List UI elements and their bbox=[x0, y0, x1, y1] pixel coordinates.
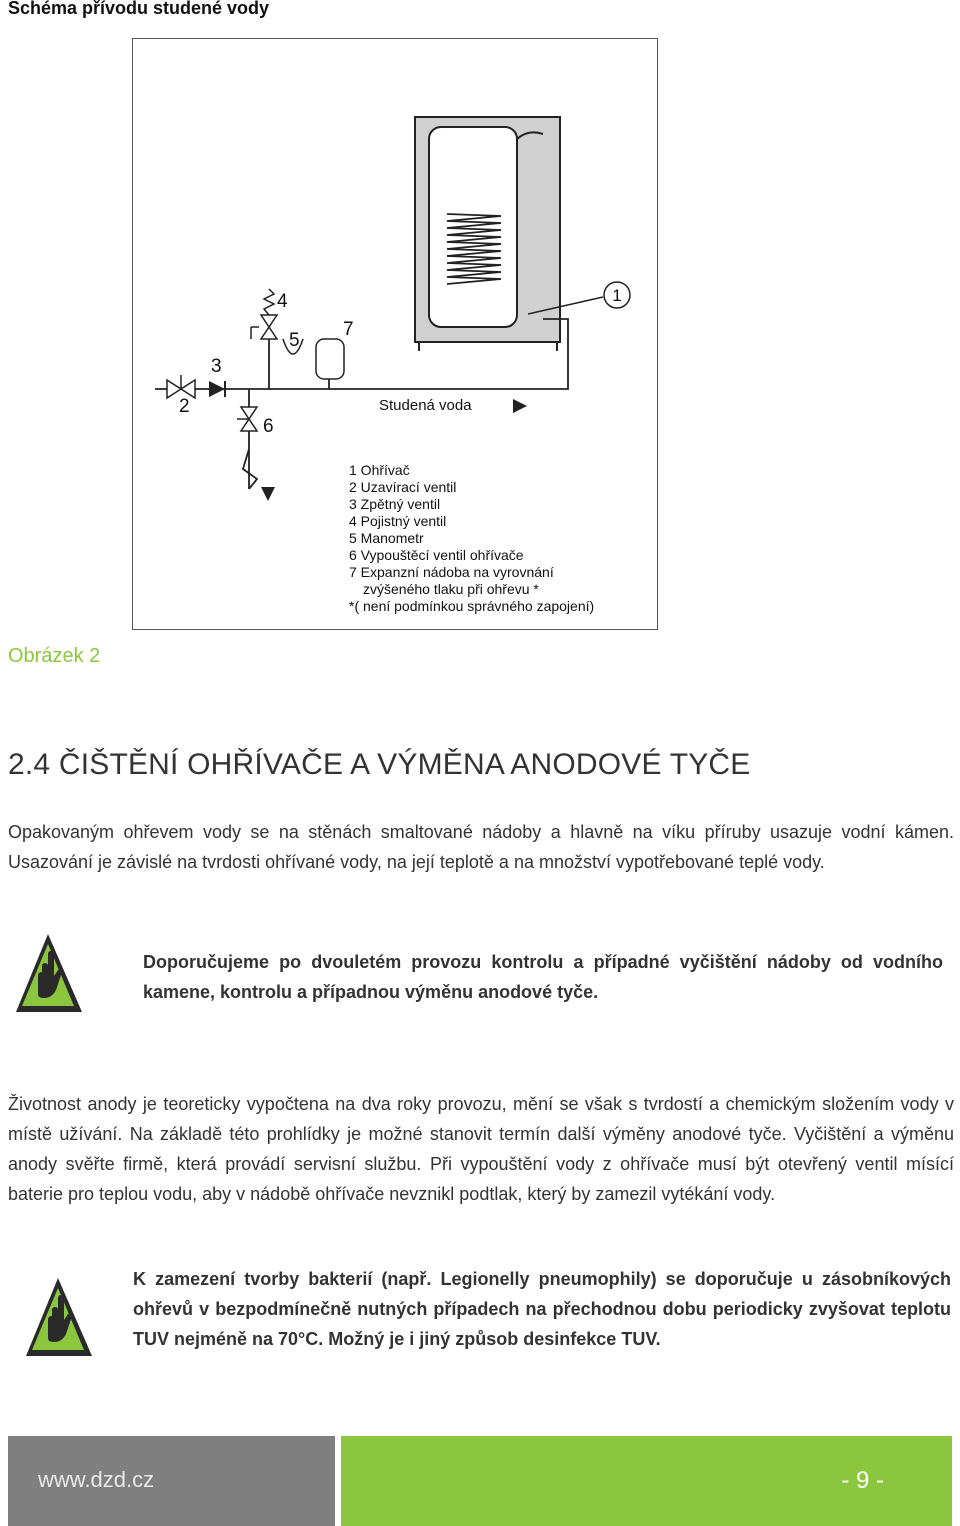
svg-text:5 Manometr: 5 Manometr bbox=[349, 530, 424, 546]
footer-right-panel bbox=[341, 1436, 952, 1526]
diagram-legend bbox=[349, 462, 594, 614]
svg-text:1 Ohřívač: 1 Ohřívač bbox=[349, 462, 410, 478]
check-valve bbox=[209, 381, 225, 397]
label-1: 1 bbox=[612, 286, 622, 305]
label-5: 5 bbox=[289, 330, 300, 351]
footer-left-panel bbox=[8, 1436, 335, 1526]
paragraph-2: Životnost anody je teoreticky vypočtena na dva roky provozu, mění se však s tvrdostí a chemickým složením vody v místě užívání. Na základě této prohlídky je možné stanovit termín další výměny anodové tyče. Vyčištění a výměnu anody svěřte firmě, která provádí servisní službu. Při vypouštění vody z ohřívače musí být otevřený ventil mísící baterie pro teplou vodu, aby v nádobě ohřívače nevznikl podtlak, který by zamezil vytékání vody. bbox=[8, 1094, 954, 1204]
shutoff-valve bbox=[167, 375, 195, 398]
section-title: Schéma přívodu studené vody bbox=[8, 0, 270, 18]
svg-text:3 Zpětný ventil: 3 Zpětný ventil bbox=[349, 496, 441, 512]
hand-warning-icon bbox=[12, 932, 84, 1016]
label-2: 2 bbox=[179, 396, 190, 417]
svg-text:*( není podmínkou správného za: *( není podmínkou správného zapojení) bbox=[349, 598, 595, 614]
label-6: 6 bbox=[263, 416, 274, 437]
footer-url[interactable]: www.dzd.cz bbox=[38, 1467, 155, 1492]
expansion-vessel bbox=[316, 339, 344, 379]
svg-text:6 Vypouštěcí ventil ohřívače: 6 Vypouštěcí ventil ohřívače bbox=[349, 547, 524, 563]
paragraph-1: Opakovaným ohřevem vody se na stěnách smaltované nádoby a hlavně na víku příruby usazuje vodní kámen. Usazování je závislé na tvrdosti ohřívané vody, na její teplotě a na množství vypotřebované teplé vody. bbox=[8, 822, 954, 872]
chapter-heading: 2.4 ČIŠTĚNÍ OHŘÍVAČE A VÝMĚNA ANODOVÉ TYČE bbox=[8, 748, 751, 781]
svg-text:4 Pojistný ventil: 4 Pojistný ventil bbox=[349, 513, 447, 529]
figure-caption: Obrázek 2 bbox=[8, 645, 101, 667]
diagram-svg bbox=[133, 39, 657, 629]
label-7: 7 bbox=[343, 319, 354, 340]
label-4: 4 bbox=[277, 291, 288, 312]
cold-water-label: Studená voda bbox=[379, 397, 472, 414]
heater-tank bbox=[415, 117, 560, 351]
cold-water-arrow bbox=[513, 399, 527, 413]
svg-text:7 Expanzní nádoba na vyrovnání: 7 Expanzní nádoba na vyrovnání bbox=[349, 564, 554, 580]
hand-warning-icon bbox=[22, 1276, 94, 1360]
svg-text:zvýšeného tlaku při ohřevu *: zvýšeného tlaku při ohřevu * bbox=[363, 581, 539, 597]
note-1: Doporučujeme po dvouletém provozu kontrolu a případné vyčištění nádoby od vodního kamene, kontrolu a případnou výměnu anodové tyče. bbox=[143, 952, 943, 1002]
label-3: 3 bbox=[211, 356, 222, 377]
drain-arrow bbox=[261, 487, 275, 501]
drain-valve bbox=[237, 407, 257, 431]
page-number: - 9 - bbox=[841, 1467, 884, 1494]
water-supply-diagram bbox=[132, 38, 658, 630]
note-2: K zamezení tvorby bakterií (např. Legionelly pneumophily) se doporučuje u zásobníkových ohřevů v bezpodmínečně nutných případech na přechodnou dobu periodicky zvyšovat teplotu TUV nejméně na 70°C. Možný je i jiný způsob desinfekce TUV. bbox=[133, 1269, 951, 1349]
svg-text:2 Uzavírací ventil: 2 Uzavírací ventil bbox=[349, 479, 457, 495]
safety-valve bbox=[251, 289, 277, 339]
